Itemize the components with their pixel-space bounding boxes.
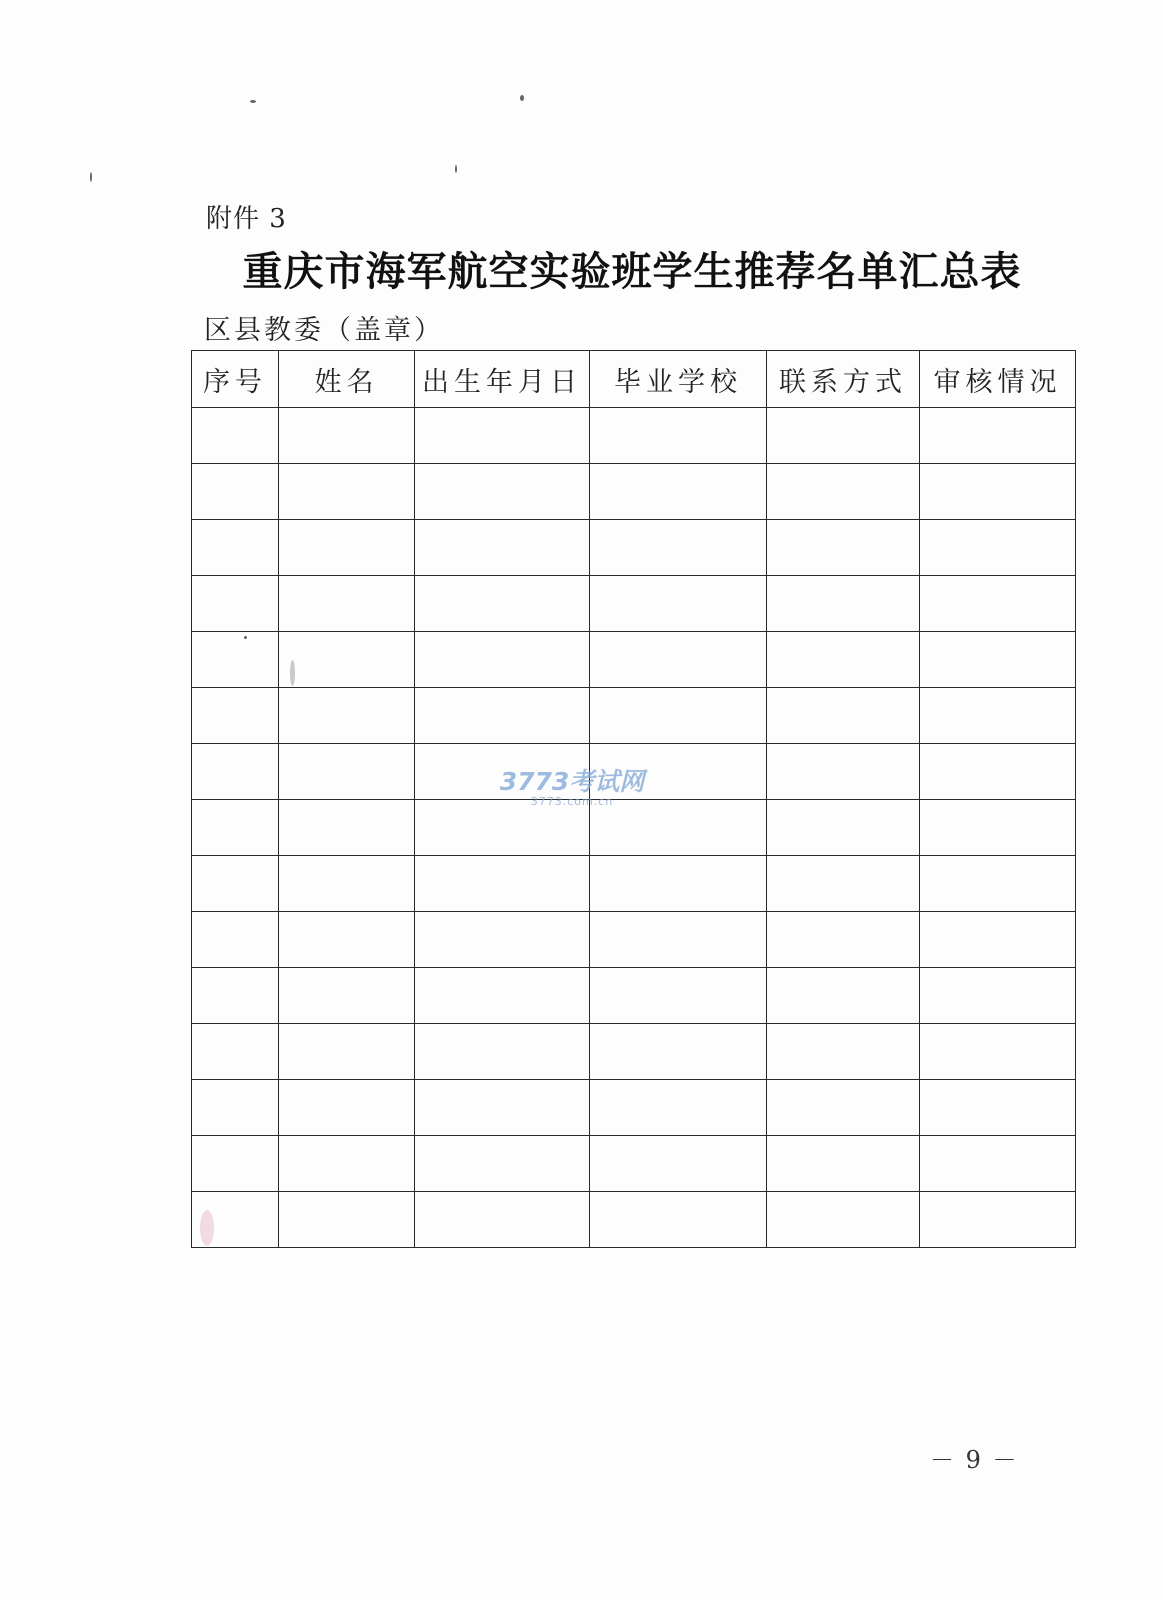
table-cell[interactable] bbox=[279, 800, 415, 856]
table-cell[interactable] bbox=[920, 520, 1076, 576]
table-cell[interactable] bbox=[767, 800, 920, 856]
table-cell[interactable] bbox=[415, 912, 590, 968]
table-cell[interactable] bbox=[590, 856, 767, 912]
table-cell[interactable] bbox=[279, 632, 415, 688]
table-cell[interactable] bbox=[920, 912, 1076, 968]
table-cell[interactable] bbox=[920, 408, 1076, 464]
table-cell[interactable] bbox=[767, 632, 920, 688]
table-row bbox=[192, 688, 1076, 744]
table-row bbox=[192, 576, 1076, 632]
table-cell[interactable] bbox=[920, 968, 1076, 1024]
table-cell[interactable] bbox=[279, 968, 415, 1024]
table-cell[interactable] bbox=[767, 1136, 920, 1192]
table-cell[interactable] bbox=[192, 632, 279, 688]
table-cell[interactable] bbox=[920, 576, 1076, 632]
table-cell[interactable] bbox=[920, 744, 1076, 800]
table-row bbox=[192, 1024, 1076, 1080]
table-cell[interactable] bbox=[590, 968, 767, 1024]
table-cell[interactable] bbox=[920, 464, 1076, 520]
table-cell[interactable] bbox=[590, 520, 767, 576]
table-cell[interactable] bbox=[192, 520, 279, 576]
table-row bbox=[192, 856, 1076, 912]
table-cell[interactable] bbox=[279, 1136, 415, 1192]
table-cell[interactable] bbox=[192, 408, 279, 464]
table-cell[interactable] bbox=[590, 1024, 767, 1080]
table-cell[interactable] bbox=[415, 688, 590, 744]
table-cell[interactable] bbox=[192, 1136, 279, 1192]
table-cell[interactable] bbox=[415, 464, 590, 520]
table-row bbox=[192, 912, 1076, 968]
table-cell[interactable] bbox=[590, 576, 767, 632]
column-header-name: 姓名 bbox=[279, 351, 415, 408]
table-cell[interactable] bbox=[590, 1192, 767, 1248]
table-cell[interactable] bbox=[920, 1024, 1076, 1080]
table-cell[interactable] bbox=[415, 968, 590, 1024]
attachment-label: 附件 3 bbox=[206, 204, 287, 234]
table-cell[interactable] bbox=[415, 408, 590, 464]
table-cell[interactable] bbox=[590, 1136, 767, 1192]
table-cell[interactable] bbox=[590, 464, 767, 520]
table-row bbox=[192, 1136, 1076, 1192]
page-number: － 9 － bbox=[930, 1446, 1019, 1474]
table-cell[interactable] bbox=[192, 744, 279, 800]
table-cell[interactable] bbox=[767, 912, 920, 968]
table-cell[interactable] bbox=[415, 520, 590, 576]
scan-speck bbox=[90, 172, 92, 182]
table-cell[interactable] bbox=[279, 520, 415, 576]
table-cell[interactable] bbox=[767, 408, 920, 464]
table-row bbox=[192, 1192, 1076, 1248]
column-header-review: 审核情况 bbox=[920, 351, 1076, 408]
scan-speck bbox=[290, 660, 295, 686]
table-cell[interactable] bbox=[767, 1024, 920, 1080]
table-cell[interactable] bbox=[415, 1192, 590, 1248]
table-row bbox=[192, 520, 1076, 576]
table-cell[interactable] bbox=[415, 632, 590, 688]
table-cell[interactable] bbox=[767, 520, 920, 576]
table-cell[interactable] bbox=[920, 688, 1076, 744]
table-cell[interactable] bbox=[767, 856, 920, 912]
table-cell[interactable] bbox=[192, 1024, 279, 1080]
column-header-index: 序号 bbox=[192, 351, 279, 408]
column-header-school: 毕业学校 bbox=[590, 351, 767, 408]
table-cell[interactable] bbox=[590, 1080, 767, 1136]
table-cell[interactable] bbox=[590, 408, 767, 464]
table-cell[interactable] bbox=[590, 632, 767, 688]
table-cell[interactable] bbox=[279, 464, 415, 520]
table-cell[interactable] bbox=[192, 464, 279, 520]
table-cell[interactable] bbox=[192, 856, 279, 912]
table-cell[interactable] bbox=[192, 912, 279, 968]
watermark-logo: 3773考试网 bbox=[499, 767, 645, 796]
table-cell[interactable] bbox=[192, 576, 279, 632]
table-cell[interactable] bbox=[920, 632, 1076, 688]
table-cell[interactable] bbox=[920, 1136, 1076, 1192]
scan-speck bbox=[250, 100, 256, 103]
seal-line: 区县教委（盖章） bbox=[204, 315, 444, 346]
table-row bbox=[192, 632, 1076, 688]
table-cell[interactable] bbox=[279, 408, 415, 464]
scan-speck bbox=[455, 165, 457, 173]
table-cell[interactable] bbox=[920, 856, 1076, 912]
page-title: 重庆市海军航空实验班学生推荐名单汇总表 bbox=[242, 248, 1022, 295]
table-cell[interactable] bbox=[767, 464, 920, 520]
table-row bbox=[192, 408, 1076, 464]
scan-speck bbox=[520, 95, 524, 101]
table-cell[interactable] bbox=[767, 744, 920, 800]
table-cell[interactable] bbox=[279, 856, 415, 912]
table-cell[interactable] bbox=[192, 1080, 279, 1136]
table-cell[interactable] bbox=[279, 1024, 415, 1080]
table-cell[interactable] bbox=[590, 912, 767, 968]
table-cell[interactable] bbox=[920, 1192, 1076, 1248]
table-cell[interactable] bbox=[590, 688, 767, 744]
table-cell[interactable] bbox=[767, 688, 920, 744]
table-cell[interactable] bbox=[767, 1080, 920, 1136]
table-header-row bbox=[192, 351, 1076, 408]
table-body bbox=[192, 408, 1076, 1248]
table-cell[interactable] bbox=[920, 800, 1076, 856]
table-row bbox=[192, 464, 1076, 520]
table-cell[interactable] bbox=[767, 1192, 920, 1248]
column-header-birthdate: 出生年月日 bbox=[415, 351, 590, 408]
table-row bbox=[192, 1080, 1076, 1136]
table-cell[interactable] bbox=[192, 968, 279, 1024]
table-cell[interactable] bbox=[279, 688, 415, 744]
table-cell[interactable] bbox=[415, 1024, 590, 1080]
table-cell[interactable] bbox=[920, 1080, 1076, 1136]
table-cell[interactable] bbox=[767, 576, 920, 632]
column-header-contact: 联系方式 bbox=[767, 351, 920, 408]
table-cell[interactable] bbox=[279, 576, 415, 632]
table-cell[interactable] bbox=[415, 1080, 590, 1136]
table-row bbox=[192, 968, 1076, 1024]
table-cell[interactable] bbox=[192, 688, 279, 744]
table-cell[interactable] bbox=[279, 912, 415, 968]
table-cell[interactable] bbox=[415, 856, 590, 912]
table-cell[interactable] bbox=[279, 744, 415, 800]
table-cell[interactable] bbox=[192, 800, 279, 856]
watermark bbox=[492, 762, 652, 808]
table-cell[interactable] bbox=[415, 576, 590, 632]
table-cell[interactable] bbox=[767, 968, 920, 1024]
scan-speck bbox=[244, 636, 247, 639]
table-cell[interactable] bbox=[279, 1080, 415, 1136]
table-cell[interactable] bbox=[279, 1192, 415, 1248]
table-cell[interactable] bbox=[415, 1136, 590, 1192]
scan-speck bbox=[200, 1210, 214, 1246]
watermark-url: 3773.com.cn bbox=[530, 795, 614, 808]
